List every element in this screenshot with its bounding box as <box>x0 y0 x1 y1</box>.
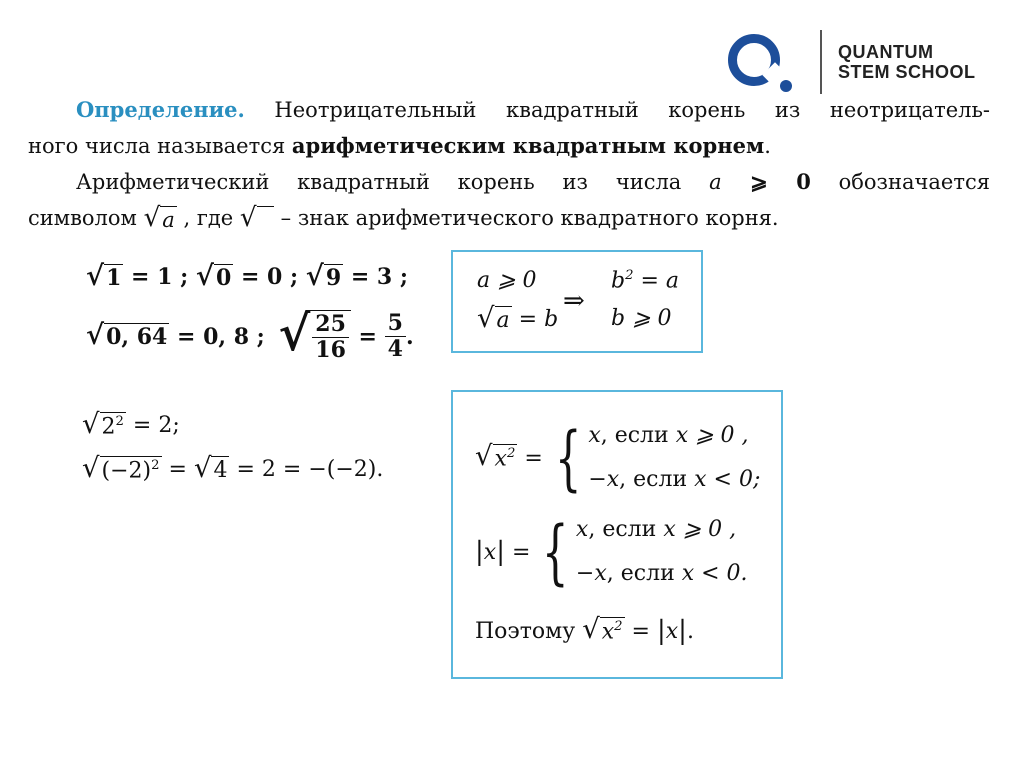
logo-dot-icon <box>780 80 792 92</box>
definition-paragraph: Определение. Неотрицательный квадратный корень из неотрицатель- ного числа называется арифметическим квадратным корнем. <box>28 97 990 158</box>
abs-x-cases: | x | = { x, если x ⩾ 0 , −x, если x < 0. <box>475 511 748 593</box>
sqrt-x2-cases: √ $x^2$ = { x, если x ⩾ 0 , −x, если x < 0; <box>475 417 761 499</box>
box1-result-2: b ⩾ 0 <box>611 306 672 331</box>
logo-divider <box>820 30 822 94</box>
properties-box <box>451 390 783 679</box>
box1-result-1: $b^2 = a$ <box>611 268 680 294</box>
examples-row-2: √ 0, 64 = 0, 8 ; √ $\frac{25}{16}$ = $\frac{5}{4}$ . <box>86 306 414 364</box>
sqrt-a-symbol: √ a <box>143 203 175 234</box>
examples-row-1: √ 1 = 1 ; √ 0 = 0 ; √ 9 = 3 ; <box>86 260 409 293</box>
sqrt-sign-symbol: √ <box>240 206 274 232</box>
examples-row-4: √ $(-2)^2$ = √ 4 = 2 = −(−2). <box>82 452 384 485</box>
logo-line1: QUANTUM <box>838 42 934 62</box>
examples-row-3: √ $2^2$ = 2; <box>82 408 180 440</box>
notation-paragraph: Арифметический квадратный корень из числа a ⩾ 0 обозначается символом √ a , где √ – знак арифметического квадратного корня. <box>28 169 990 234</box>
box1-condition-2: √ a = b <box>477 302 559 334</box>
definition-term: Определение. <box>76 97 245 122</box>
definition-box <box>451 250 703 353</box>
defined-term: арифметическим квадратным корнем <box>291 133 765 158</box>
quantum-stem-school-logo <box>728 30 1018 94</box>
implies-icon: ⇒ <box>563 286 585 316</box>
therefore-line: Поэтому √ $x^2$ = | x | . <box>475 613 694 646</box>
logo-line2: STEM SCHOOL <box>838 62 976 82</box>
definition-line1: Неотрицательный квадратный корень из неотрицатель- <box>244 98 990 122</box>
box1-condition-1: a ⩾ 0 <box>477 268 537 293</box>
